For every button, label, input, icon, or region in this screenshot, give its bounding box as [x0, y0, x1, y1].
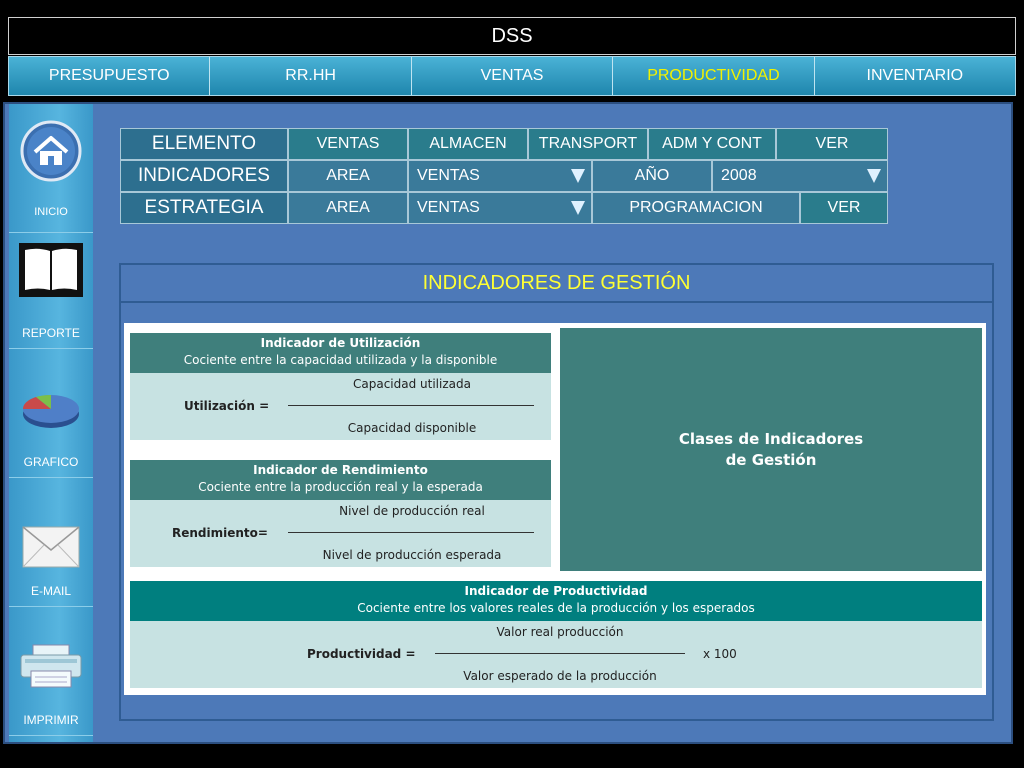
indicator-subtitle: Cociente entre la producción real y la esperada	[198, 480, 483, 494]
elemento-admycont-button[interactable]: ADM Y CONT	[648, 128, 776, 160]
indicator-rendimiento	[130, 460, 551, 567]
clases-line2: de Gestión	[725, 450, 817, 469]
sidebar-label-inicio: INICIO	[34, 206, 68, 218]
app-title: DSS	[8, 17, 1016, 55]
year-value: 2008	[721, 167, 757, 184]
printer-icon	[19, 643, 83, 689]
fraction-line	[288, 532, 534, 533]
estrategia-ver-button[interactable]: VER	[800, 192, 888, 224]
elemento-header: ELEMENTO	[120, 128, 288, 160]
sidebar-item-inicio[interactable]	[9, 104, 93, 233]
elemento-almacen-button[interactable]: ALMACEN	[408, 128, 528, 160]
indicadores-area-select[interactable]	[408, 160, 592, 192]
dropdown-arrow-icon[interactable]	[867, 169, 881, 183]
year-select[interactable]	[712, 160, 888, 192]
dropdown-arrow-icon[interactable]	[571, 201, 585, 215]
indicator-multiplier: x 100	[703, 647, 737, 661]
indicator-denominator: Capacidad disponible	[347, 421, 477, 435]
indicator-numerator: Valor real producción	[496, 625, 624, 639]
clases-line1: Clases de Indicadores	[678, 429, 864, 448]
nav-presupuesto[interactable]: PRESUPUESTO	[9, 57, 210, 95]
sidebar	[9, 104, 93, 742]
indicator-productividad	[130, 581, 982, 688]
fraction-line	[288, 405, 534, 406]
estrategia-area-value: VENTAS	[417, 199, 480, 216]
indicator-label: Rendimiento=	[172, 526, 268, 540]
panel-title: INDICADORES DE GESTIÓN	[121, 265, 992, 303]
indicator-label: Utilización =	[184, 399, 270, 413]
estrategia-area-label: AREA	[288, 192, 408, 224]
sidebar-item-email[interactable]	[9, 478, 93, 607]
year-label: AÑO	[592, 160, 712, 192]
elemento-ver-button[interactable]: VER	[776, 128, 888, 160]
indicator-subtitle: Cociente entre la capacidad utilizada y la disponible	[183, 353, 498, 367]
programacion-label: PROGRAMACION	[592, 192, 800, 224]
nav-productividad[interactable]: PRODUCTIVIDAD	[613, 57, 814, 95]
indicadores-area-label: AREA	[288, 160, 408, 192]
indicator-title: Indicador de Rendimiento	[253, 463, 428, 477]
nav-ventas[interactable]: VENTAS	[412, 57, 613, 95]
indicator-label: Productividad =	[307, 647, 416, 661]
indicator-numerator: Capacidad utilizada	[353, 377, 471, 391]
nav-rrhh[interactable]: RR.HH	[210, 57, 411, 95]
indicator-title: Indicador de Productividad	[464, 584, 648, 598]
sidebar-item-imprimir[interactable]	[9, 607, 93, 736]
elemento-transport-button[interactable]: TRANSPORT	[528, 128, 648, 160]
sidebar-label-email: E-MAIL	[30, 584, 71, 598]
sidebar-label-imprimir: IMPRIMIR	[23, 713, 79, 727]
estrategia-header: ESTRATEGIA	[120, 192, 288, 224]
indicator-denominator: Nivel de producción esperada	[322, 548, 502, 562]
book-icon	[18, 242, 84, 298]
estrategia-area-select[interactable]	[408, 192, 592, 224]
indicator-numerator: Nivel de producción real	[339, 504, 485, 518]
indicator-subtitle: Cociente entre los valores reales de la producción y los esperados	[357, 601, 755, 615]
indicator-utilizacion	[130, 333, 551, 440]
clases-indicadores-box	[560, 328, 982, 571]
indicadores-area-value: VENTAS	[417, 167, 480, 184]
home-icon	[20, 120, 82, 182]
nav-inventario[interactable]: INVENTARIO	[866, 67, 964, 84]
envelope-icon	[22, 526, 80, 568]
indicadores-header: INDICADORES	[120, 160, 288, 192]
elemento-ventas-button[interactable]: VENTAS	[288, 128, 408, 160]
fraction-line	[435, 653, 685, 654]
top-nav	[8, 56, 1016, 96]
sidebar-item-reporte[interactable]	[9, 220, 93, 349]
dropdown-arrow-icon[interactable]	[571, 169, 585, 183]
sidebar-item-grafico[interactable]	[9, 349, 93, 478]
sidebar-label-grafico: GRAFICO	[23, 455, 79, 469]
indicator-title: Indicador de Utilización	[260, 336, 421, 350]
sidebar-label-reporte: REPORTE	[22, 326, 80, 340]
pie-chart-icon	[18, 385, 84, 435]
indicator-denominator: Valor esperado de la producción	[463, 669, 657, 683]
